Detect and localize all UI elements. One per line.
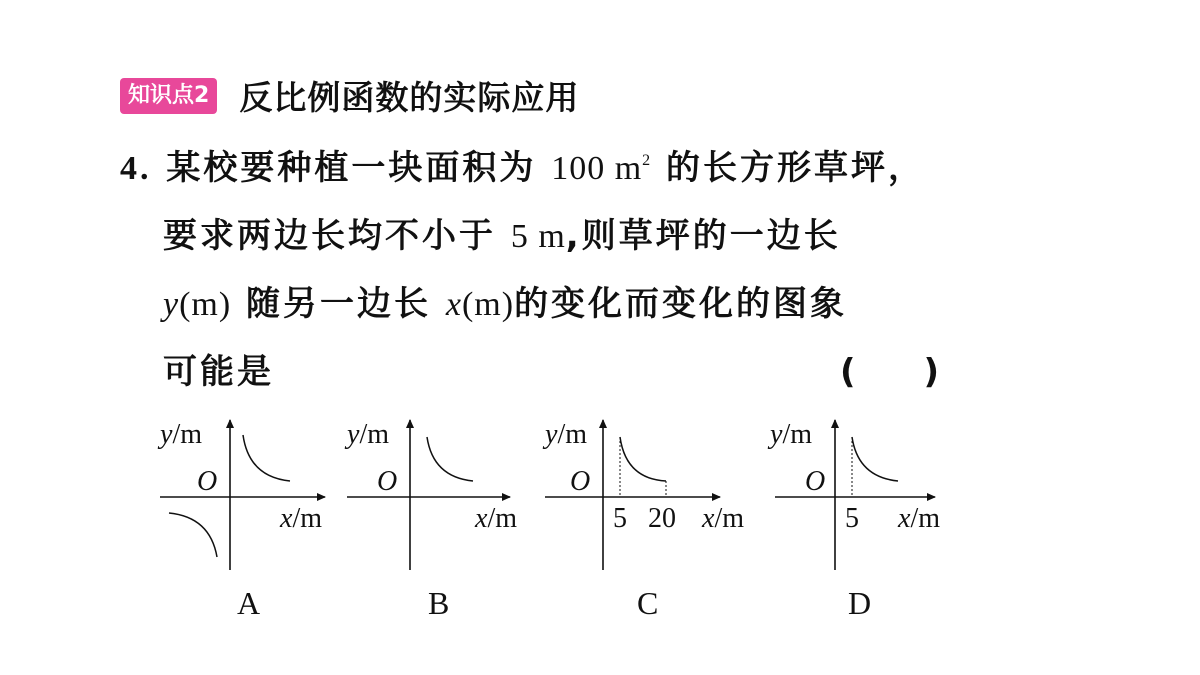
problem-line-2 xyxy=(163,208,841,257)
y-axis-label: y/m xyxy=(347,419,389,450)
hyperbola-segment xyxy=(620,437,666,481)
problem-line-1 xyxy=(120,140,925,189)
option-b[interactable]: B xyxy=(428,585,450,621)
y-axis-label: y/m xyxy=(770,419,812,450)
unit-m: (m) xyxy=(179,286,232,323)
graph-b xyxy=(345,415,545,575)
unit-m: (m) xyxy=(461,286,515,323)
hyperbola-branch xyxy=(852,437,898,481)
y-axis-label: y/m xyxy=(160,419,202,450)
x-axis-label: x/m xyxy=(475,503,517,534)
section-header xyxy=(120,72,579,119)
option-c[interactable]: C xyxy=(637,585,659,621)
graph-a xyxy=(155,415,355,575)
x-axis-label: x/m xyxy=(702,503,744,534)
problem-text: 可能是 xyxy=(163,352,274,392)
tick-label-5: 5 xyxy=(613,503,627,534)
min-length-value: 5 m xyxy=(510,218,566,255)
x-axis-label: x/m xyxy=(898,503,940,534)
problem-text: ,则草坪的一边长 xyxy=(565,216,841,256)
y-axis-label: y/m xyxy=(545,419,587,450)
graph-d xyxy=(770,415,970,575)
hyperbola-branch-q1 xyxy=(243,435,290,481)
problem-text: 的变化而变化的图象 xyxy=(514,284,848,324)
problem-line-4 xyxy=(163,344,274,393)
option-d[interactable]: D xyxy=(848,585,872,621)
section-title: 反比例函数的实际应用 xyxy=(239,78,580,117)
problem-text: 要求两边长均不小于 xyxy=(163,216,496,256)
answer-bracket[interactable]: ( ) xyxy=(840,352,940,392)
problem-text: 的长方形草坪， xyxy=(665,148,925,188)
hyperbola-branch xyxy=(427,437,473,481)
origin-label: O xyxy=(197,466,218,497)
area-value: 100 $m^2$ xyxy=(551,150,652,187)
origin-label: O xyxy=(570,466,591,497)
x-axis-label: x/m xyxy=(280,503,322,534)
hyperbola-branch-q3 xyxy=(169,513,217,557)
knowledge-point-badge: 知识点2 xyxy=(120,78,217,114)
problem-text: 随另一边长 xyxy=(246,284,432,324)
var-x: x xyxy=(445,286,462,323)
graph-c xyxy=(540,415,770,575)
option-a[interactable]: A xyxy=(237,585,261,621)
origin-label: O xyxy=(805,466,826,497)
tick-label-5: 5 xyxy=(845,503,859,534)
problem-text: 某校要种植一块面积为 xyxy=(166,148,537,188)
tick-label-20: 20 xyxy=(648,503,676,534)
origin-label: O xyxy=(377,466,398,497)
var-y: y xyxy=(163,286,180,323)
problem-number: 4. xyxy=(120,150,152,187)
problem-line-3 xyxy=(163,276,847,325)
